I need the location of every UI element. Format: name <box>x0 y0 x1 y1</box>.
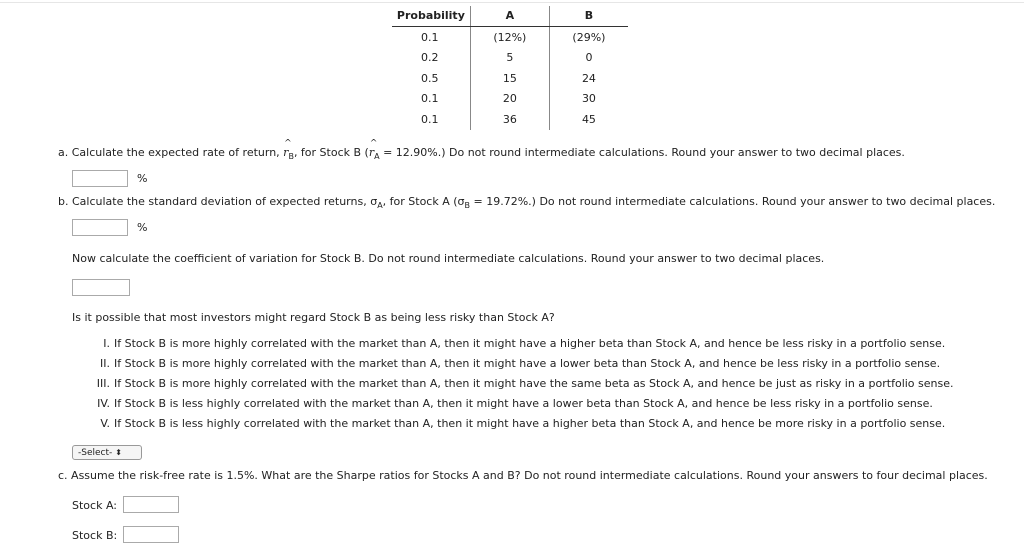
coefficient-variation-question: Now calculate the coefficient of variation for Stock B. Do not round intermediate calculations. Round your answer to two decimal places. <box>72 252 825 265</box>
hat-mark-a: ^ <box>369 139 378 149</box>
cell-probability: 0.1 <box>392 109 470 130</box>
part-b-text-3: = 19.72%.) Do not round intermediate calculations. Round your answer to two decimal places. <box>470 195 996 208</box>
cell-a: (12%) <box>470 27 549 48</box>
cell-a: 15 <box>470 68 549 89</box>
r-hat-symbol <box>283 139 292 159</box>
table-row <box>392 48 628 69</box>
cell-a: 36 <box>470 109 549 130</box>
option-number: V. <box>100 417 110 430</box>
option-number: II. <box>100 357 110 370</box>
cell-a: 20 <box>470 89 549 110</box>
header-a: A <box>470 6 549 27</box>
top-divider <box>0 2 1024 3</box>
subscript-b: B <box>464 201 471 211</box>
option-v <box>72 417 972 430</box>
option-number: III. <box>96 377 110 390</box>
part-a-text-3: = 12.90%.) Do not round intermediate calculations. Round your answer to two decimal places. <box>379 146 905 159</box>
coefficient-variation-input[interactable] <box>72 279 130 296</box>
stock-b-label: Stock B: <box>72 529 118 542</box>
option-text: If Stock B is more highly correlated with the market than A, then it might have the same beta as Stock A, and hence be just as risky in a portfolio sense. <box>114 377 954 390</box>
table-row <box>392 68 628 89</box>
part-c-question: c. Assume the risk-free rate is 1.5%. What are the Sharpe ratios for Stocks A and B? Do not round intermediate calculations. Round your answers to four decimal places. <box>58 469 988 482</box>
risk-question: Is it possible that most investors might regard Stock B as being less risky than Stock A? <box>72 311 555 324</box>
option-i <box>72 337 972 350</box>
table-row <box>392 27 628 48</box>
cell-probability: 0.1 <box>392 27 470 48</box>
sharpe-ratio-b-input[interactable] <box>123 526 179 543</box>
cell-b: 0 <box>585 51 593 65</box>
subscript-a: A <box>377 201 383 211</box>
stock-a-label: Stock A: <box>72 499 117 512</box>
subscript-a: A <box>374 152 380 162</box>
option-text: If Stock B is less highly correlated with the market than A, then it might have a higher beta than Stock A, and hence be more risky in a portfolio sense. <box>114 417 946 430</box>
part-b-text-1: b. Calculate the standard deviation of expected returns, σ <box>58 195 378 208</box>
select-label: -Select- <box>78 447 113 458</box>
part-b-text-2: , for Stock A (σ <box>382 195 465 208</box>
part-a-text-1: a. Calculate the expected rate of return, <box>58 146 284 159</box>
cell-b: (29%) <box>572 30 606 44</box>
option-text: If Stock B is more highly correlated with the market than A, then it might have a higher beta than Stock A, and hence be less risky in a portfolio sense. <box>114 337 946 350</box>
std-dev-a-input[interactable] <box>72 219 128 236</box>
percent-unit-b: % <box>137 221 148 234</box>
cell-b: 24 <box>581 71 596 85</box>
cell-probability: 0.1 <box>392 89 470 110</box>
header-b: B <box>549 6 628 27</box>
r-symbol: r <box>283 146 289 159</box>
hat-mark: ^ <box>284 139 292 149</box>
option-text: If Stock B is less highly correlated with the market than A, then it might have a lower beta than Stock A, and hence be less risky in a portfolio sense. <box>114 397 933 410</box>
r-symbol-a: r <box>368 146 375 159</box>
cell-b: 30 <box>581 92 596 106</box>
cell-probability: 0.2 <box>392 48 470 69</box>
r-hat-symbol-a <box>368 139 378 159</box>
part-a-question <box>58 139 905 162</box>
option-iii <box>72 377 972 390</box>
option-iv <box>72 397 972 410</box>
risk-answer-select[interactable] <box>72 445 142 460</box>
sharpe-ratio-a-input[interactable] <box>123 496 179 513</box>
header-probability: Probability <box>392 6 470 27</box>
probability-table <box>392 6 628 130</box>
expected-return-b-input[interactable] <box>72 170 128 187</box>
part-b-question <box>58 195 995 210</box>
option-number: IV. <box>97 397 110 410</box>
select-arrows-icon: ⬍ <box>115 448 122 457</box>
part-a-text-2: , for Stock B ( <box>293 146 369 159</box>
option-text: If Stock B is more highly correlated with the market than A, then it might have a lower beta than Stock A, and hence be less risky in a portfolio sense. <box>114 357 941 370</box>
table-row <box>392 109 628 130</box>
cell-b: 45 <box>581 112 596 126</box>
option-ii <box>72 357 972 370</box>
percent-unit-a: % <box>137 172 148 185</box>
cell-a: 5 <box>470 48 549 69</box>
option-number: I. <box>103 337 110 350</box>
table-row <box>392 89 628 110</box>
cell-probability: 0.5 <box>392 68 470 89</box>
table-header-row <box>392 6 628 27</box>
subscript-b: B <box>288 152 294 162</box>
